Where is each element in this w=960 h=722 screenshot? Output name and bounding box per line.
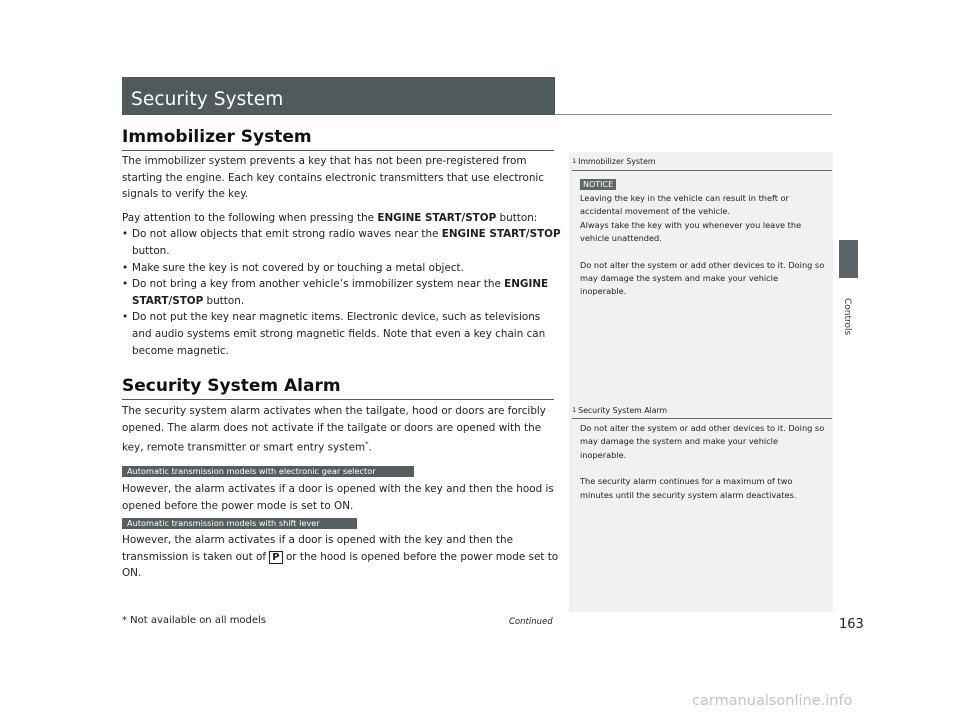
list-item: • Do not bring a key from another vehicle’s immobilizer system near the ENGINE START/STOP button. [122,278,549,307]
alarm-heading-rule [122,399,554,400]
note-alarm-title: 1 Security System Alarm [572,406,668,415]
immobilizer-attention: Pay attention to the following when pressing the ENGINE START/STOP button: [122,211,538,224]
immobilizer-bullet-list [122,226,562,359]
continued-label: Continued [509,617,553,627]
title-divider [555,114,832,115]
note-immobilizer-title: 1 Immobilizer System [572,157,656,166]
model-tag-electronic-gear-selector: Automatic transmission models with electronic gear selector [122,466,414,477]
note-immobilizer-rule [572,170,832,171]
section-title-bar [122,77,555,115]
watermark: carmanualsonline.info [692,693,853,709]
immobilizer-text [122,153,562,359]
immobilizer-heading: Immobilizer System [122,127,312,147]
alarm-intro: The security system alarm activates when the tailgate, hood or doors are forcibly opened. The alarm does not activate if the tailgate or doors are opened with the key, remote transmitter or smart entry system*. [122,405,546,454]
alarm-text-shift-lever: However, the alarm activates if a door is opened with the key and then the transmission is taken out of P or the hood is opened before the power mode set to ON. [122,534,559,580]
note-alarm-rule [572,418,832,419]
immobilizer-heading-rule [122,150,554,151]
page-title: Security System [131,89,284,110]
note-alarm-body: Do not alter the system or add other devices to it. Doing so may damage the system and make your vehicle inoperable. The security alarm continues for a maximum of two minutes until the security system alarm deactivates. [580,423,825,500]
list-item: • Do not put the key near magnetic items. Electronic device, such as televisions and audio systems emit strong magnetic fields. Note that even a key chain can become magnetic. [122,311,546,357]
list-item: • Do not allow objects that emit strong radio waves near the ENGINE START/STOP button. [122,228,561,257]
notice-badge: NOTICE [580,179,616,190]
list-item: • Make sure the key is not covered by or touching a metal object. [122,261,464,274]
controls-tab-marker [839,240,858,278]
note-immobilizer-body: NOTICE Leaving the key in the vehicle can result in theft or accidental movement of the vehicle. Always take the key with you whenever you leave the vehicle unattended. Do not alter the system or add other devices to it. Doing so may damage the system and make your vehicle inoperable. [580,180,825,297]
model-tag-shift-lever: Automatic transmission models with shift lever [122,518,357,529]
gear-p-symbol: P [269,551,282,564]
alarm-heading: Security System Alarm [122,376,341,396]
immobilizer-intro: The immobilizer system prevents a key that has not been pre-registered from starting the engine. Each key contains electronic transmitters that use electronic signals to verify the key. [122,155,545,201]
side-tab-label: Controls [842,298,852,336]
alarm-text-electronic-gear: However, the alarm activates if a door is opened with the key and then the hood is opened before the power mode is set to ON. [122,483,554,512]
page-number: 163 [839,617,864,632]
footnote: * Not available on all models [122,615,267,626]
